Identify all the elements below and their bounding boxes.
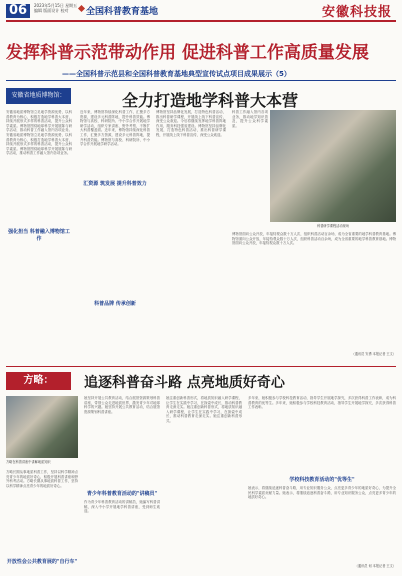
story2-title: 追逐科普奋斗路 点亮地质好奇心 bbox=[84, 375, 285, 391]
story2-footer: （通讯员 何 本报记者 王文） bbox=[354, 564, 396, 568]
main-headline: 发挥科普示范带动作用 促进科普工作高质量发展 bbox=[6, 43, 369, 63]
header-rule bbox=[6, 20, 396, 22]
story1-title: 全力打造地学科普大本营 bbox=[122, 91, 299, 110]
header-meta bbox=[34, 3, 77, 13]
story2-col2: 她坚持开展公共教育活动，结合展馆资源策划科普讲座，带领公众走进地质世界，激发青少年对地球科学的兴趣。她坚持开展公共教育活动，结合展馆资源策划科普讲座。 bbox=[84, 396, 160, 414]
story1-col4: 科普工作融入馆内各项业务，推动地学知识普及，提升公众科学素质。 bbox=[232, 110, 268, 128]
story1-col2: 近年来，博物馆持续深化科普工作，汇聚多方资源，建设多元科普阵地，提升科普效能。博物馆与高校、科研院所、中小学合作开展地学研学活动，组织专家讲座、野外考察，不断扩大科普覆盖面。近年来，博物馆持续深化科普工作，汇聚多方资源，建设多元科普阵地，提升科普效能。博物馆与高校、科研院所、中小学合作开展地学研学活动。 bbox=[80, 110, 150, 147]
diamond-icon bbox=[78, 5, 85, 12]
story1-tag: 安徽省地质博物馆： bbox=[6, 88, 71, 104]
newspaper-logo: 安徽科技报 bbox=[321, 5, 392, 20]
section-title: 全国科普教育基地 bbox=[86, 7, 159, 17]
story1-col5: 博物馆面向公众开放，年接待观众数十万人次，组织科普活动百余场，成为全省重要的地学科普教育基地。博物馆面向公众开放，年接待观众数十万人次，组织科普活动百余场，成为全省重要的地学科普教育基地。博物馆面向公众开放，年接待观众数十万人次。 bbox=[232, 232, 396, 246]
page-number: 06 bbox=[6, 4, 30, 18]
story2-tag: 方略： bbox=[6, 372, 71, 390]
story2-col1: 方略长期从事地质科普工作，坚持以科学精神点亮青少年的地质好奇心，积极开展科普讲座和野外科考活动。方略长期从事地质科普工作，坚持以科学精神点亮青少年的地质好奇心。 bbox=[6, 470, 78, 488]
story2-col4: 她注重创新科普形式，将地质知识融入研学课程，让学生在实践中学习，在探索中成长，推动科普教育走深走实。她注重创新科普形式，将地质知识融入研学课程，让学生在实践中学习，在探索中成长，推动科普教育走深走实。她注重创新科普形式。 bbox=[166, 396, 242, 423]
story1-footer: （通讯员 安勇 本报记者 王文） bbox=[351, 352, 396, 356]
date-line: 2023年5月15日 星期五 bbox=[34, 3, 78, 8]
sub-headline: ——全国科普示范县和全国科普教育基地典型宣传试点项目成果展示（5） bbox=[62, 70, 291, 78]
story2-subhead-3: 学校科技教育活动的"优等生" bbox=[289, 477, 355, 483]
story1-col3: 博物馆坚持品牌化发展，打造特色科普活动，推出科普研学课程，开展线上线下科普宣传，深受公众欢迎。今后将继续发挥地学科普阵地作用，服务科技强省建设。博物馆坚持品牌化发展，打造特色科普活动，推出科普研学课程，开展线上线下科普宣传，深受公众欢迎。 bbox=[156, 110, 226, 137]
story1-col1: 安徽省地质博物馆立足地学资源优势，以科普教育为核心，积极打造地学科普大本营，持续开展形式多样的科普活动，提升公众科学素质。博物馆围绕地球科学开展展陈与研学活动，推动科普工作融入馆内各项业务。安徽省地质博物馆立足地学资源优势，以科普教育为核心，积极打造地学科普大本营，持续开展形式多样的科普活动，提升公众科学素质。博物馆围绕地球科学开展展陈与研学活动，推动科普工作融入馆内各项业务。 bbox=[6, 110, 72, 156]
story2-photo-caption: 方略在科普讲座中讲解地质知识 bbox=[6, 460, 51, 464]
headline-rule bbox=[6, 80, 396, 81]
story2-col5: 多年来，她积极参与学校科技教育活动，指导学生开展地学探究，多次获得科普工作表彰，成为科普教育的优等生。多年来，她积极参与学校科技教育活动，指导学生开展地学探究，多次获得科普工作表彰。 bbox=[248, 396, 396, 410]
story2-col6: 她表示，将继续追逐科普奋斗路，用专业知识服务公众，点亮更多青少年的地质好奇心，为提升全民科学素质贡献力量。她表示，将继续追逐科普奋斗路，用专业知识服务公众，点亮更多青少年的地质好奇心。 bbox=[248, 486, 396, 500]
story1-photo-caption: 科普研学课程活动现场 bbox=[317, 224, 349, 228]
story2-photo bbox=[6, 396, 78, 458]
story1-subhead-2: 汇资源 筑发展 提升科普效力 bbox=[83, 181, 147, 187]
story1-subhead-1: 强化担当 科普融入博物馆工作 bbox=[8, 229, 70, 242]
story2-subhead-2: 青少年科普教育活动的"讲稿员" bbox=[86, 491, 158, 497]
story2-subhead-1: 开放性会公共教育展的"自行车" bbox=[6, 559, 78, 565]
editor-line: 编辑 版面设计 校对 bbox=[34, 8, 69, 13]
section-divider bbox=[6, 366, 396, 367]
story1-subhead-3: 科普品牌 传承创新 bbox=[94, 301, 136, 307]
story1-photo bbox=[270, 110, 396, 222]
story2-col3: 作为青少年科普教育活动的讲稿员，她编写科普讲稿，深入中小学开展地学科普讲座，受到师生欢迎。 bbox=[84, 500, 160, 514]
